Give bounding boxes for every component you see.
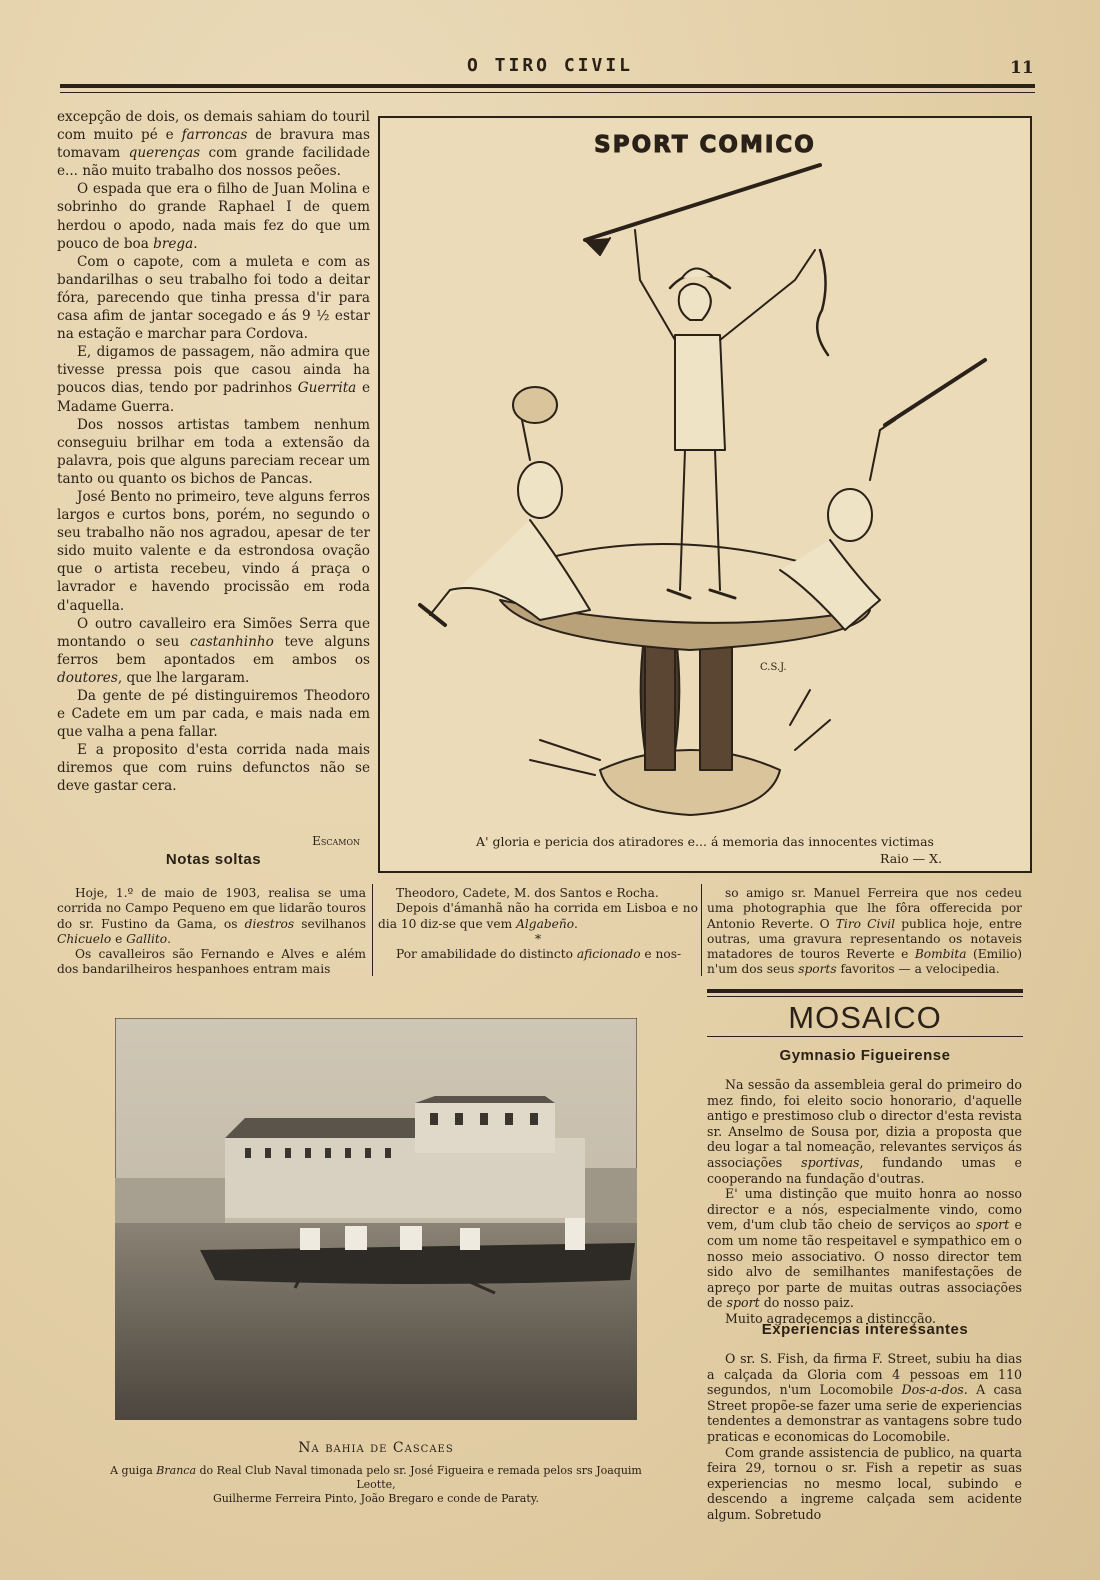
gymnasio-heading: Gymnasio Figueirense <box>779 1047 951 1064</box>
notas-paragraph: so amigo sr. Manuel Ferreira que nos cedeu uma photographia que lhe fôra offerecida por Antonio Reverte. O Tiro Civil publica hoje, entre outras, uma gravura representando os notaveis matadores de touros Reverte e Bombita (Emilio) n'um dos seus sports favoritos — a velocipedia. <box>707 886 1023 977</box>
column-divider <box>372 884 373 976</box>
italic-term: querenças <box>128 145 201 162</box>
article-paragraph: E, digamos de passagem, não admira que tivesse pressa pois que casou ainda ha poucos dias, tendo por padrinhos Guerrita e Madame Guerra. <box>57 344 370 415</box>
header-rule-thin <box>60 92 1035 93</box>
photo-cascaes-bay <box>115 1018 637 1420</box>
cartoon-title: SPORT COMICO <box>594 132 816 158</box>
notas-paragraph: Por amabilidade do distincto aficionado e nos- <box>396 947 682 962</box>
notas-soltas-heading: Notas soltas <box>165 851 262 868</box>
mosaico-title: MOSAICO <box>788 1000 942 1035</box>
italic-term: Gallito <box>126 931 168 946</box>
notas-paragraph: Theodoro, Cadete, M. dos Santos e Rocha. <box>396 886 659 900</box>
notas-column-1 <box>57 886 366 978</box>
gymnasio-article <box>707 1077 1022 1327</box>
italic-term: sport <box>726 1295 760 1311</box>
italic-term: Dos-a-dos <box>901 1382 964 1398</box>
mosaico-rule-bottom <box>707 1036 1023 1037</box>
italic-term: Guerrita <box>297 380 357 397</box>
italic-term: brega <box>153 235 194 252</box>
experiencias-article <box>707 1351 1022 1523</box>
cartoon-credit: Raio — X. <box>880 851 942 866</box>
column-divider <box>701 884 702 976</box>
cartoon-monogram: C.S.J. <box>760 662 787 673</box>
mosaico-paragraph: Muito agradecemos a distincção. <box>725 1310 937 1326</box>
notas-paragraph: Hoje, 1.º de maio de 1903, realisa se uma corrida no Campo Pequeno em que lidarão touros do sr. Fustino da Gama, os diestros sevilhanos Chicuelo e Gallito. <box>57 886 366 946</box>
italic-term: Algabeño <box>516 916 575 931</box>
experiencias-heading: Experiencias interessantes <box>761 1321 969 1338</box>
italic-term: Chicuelo <box>57 931 112 946</box>
notas-column-3 <box>707 886 1022 978</box>
running-head-title: O TIRO CIVIL <box>466 55 634 76</box>
italic-term: Bombita <box>914 947 967 962</box>
article-paragraph: Da gente de pé distinguiremos Theodoro e Cadete em um par cada, e mais nada em que valha a pena fallar. <box>57 688 370 741</box>
italic-term: sport <box>976 1217 1010 1233</box>
mosaico-rule-thin <box>707 996 1023 997</box>
italic-term: castanhinho <box>189 633 274 650</box>
mosaico-rule <box>707 989 1023 993</box>
article-paragraph: Com o capote, com a muleta e com as bandarilhas o seu trabalho foi todo a deitar fóra, parecendo que tinha pressa d'ir para casa afim de jantar socegado e ás 9 ½ estar na estação e marchar para Cordova. <box>57 253 370 343</box>
notas-paragraph: * <box>534 931 542 946</box>
mosaico-paragraph: E' uma distinção que muito honra ao nosso director e a nós, especialmente vindo, como vem, d'um club tão cheio de serviços ao sport e com um nome tão respeitavel e sympathico em o nosso meio associativo. O nosso director tem sido alvo de semilhantes manifestações de apreço por parte de muitas outras associações de sport do nosso paiz. <box>707 1186 1022 1311</box>
article-paragraph: José Bento no primeiro, teve alguns ferros largos e curtos bons, porém, no segundo o seu trabalho não nos agradou, apesar de ter sido muito valente e da estrondosa ovação que o artista recebeu, vindo á praça o lavrador e havendo procissão em roda d'aquella. <box>57 488 370 614</box>
header-rule <box>60 84 1035 88</box>
page-number: 11 <box>1010 58 1034 78</box>
article-paragraph: Dos nossos artistas tambem nenhum conseguiu brilhar em toda a extensão da palavra, pois que alguns pareciam recear um tanto ou quanto os bichos de Pancas. <box>57 416 370 487</box>
italic-term: Branca <box>156 1464 196 1477</box>
mosaico-paragraph: O sr. S. Fish, da firma F. Street, subiu ha dias a calçada da Gloria com 4 pessoas em 110 segundos, n'um Locomobile Dos-a-dos. A casa Street propõe-se fazer uma serie de experiencias tendentes a demonstrar as vantagens sobre tudo praticas e economicas do Locomobile. <box>707 1351 1022 1444</box>
italic-term: sportivas <box>801 1154 860 1170</box>
italic-term: Tiro Civil <box>835 916 896 931</box>
article-paragraph: E a proposito d'esta corrida nada mais diremos que com ruins defunctos não se deve gastar cera. <box>57 742 370 795</box>
article-signature: Escamon <box>312 834 360 848</box>
bullfight-article <box>57 108 370 796</box>
cartoon-illustration <box>390 160 1020 830</box>
article-paragraph: O espada que era o filho de Juan Molina e sobrinho do grande Raphael I de quem herdou o apodo, nada mais fez do que um pouco de boa brega. <box>57 181 370 252</box>
article-paragraph: O outro cavalleiro era Simões Serra que montando o seu castanhinho teve alguns ferros bem apontados em ambos os doutores, que lhe largaram. <box>57 615 371 686</box>
italic-term: doutores <box>57 669 118 686</box>
italic-term: farroncas <box>181 127 248 144</box>
photo-caption-text <box>90 1464 662 1506</box>
italic-term: aficionado <box>576 947 641 962</box>
italic-term: diestros <box>244 916 295 931</box>
photo-caption-title: Na bahia de Cascaes <box>298 1440 454 1456</box>
notas-paragraph: Os cavalleiros são Fernando e Alves e além dos bandarilheiros hespanhoes entram mais <box>57 947 366 977</box>
cartoon-caption: A' gloria e pericia dos atiradores e... á memoria das innocentes victimas <box>476 834 934 849</box>
mosaico-paragraph: Com grande assistencia de publico, na quarta feira 29, tornou o sr. Fish a repetir as suas experiencias no mesmo local, subindo e descendo a ingreme calçada sem acidente algum. Sobretudo <box>707 1444 1022 1522</box>
notas-column-2 <box>378 886 698 962</box>
caption-line: A guiga Branca do Real Club Naval timonada pelo sr. José Figueira e remada pelos srs Joaquim Leotte, <box>110 1464 642 1491</box>
notas-paragraph: Depois d'ámanhã não ha corrida em Lisboa e no dia 10 diz-se que vem Algabeño. <box>378 901 698 931</box>
article-paragraph: excepção de dois, os demais sahiam do touril com muito pé e farroncas de bravura mas tomavam querenças com grande facilidade e... não muito trabalho dos nossos peões. <box>57 109 370 180</box>
italic-term: sports <box>798 962 837 977</box>
caption-line: Guilherme Ferreira Pinto, João Bregaro e conde de Paraty. <box>212 1492 540 1505</box>
mosaico-paragraph: Na sessão da assembleia geral do primeiro do mez findo, foi eleito socio honorario, d'aquelle antigo e prestimoso club o director d'esta revista sr. Anselmo de Sousa por, dizia a proposta que deu logar a tal nomeação, relevantes serviços ás associações sportivas, fundando umas e cooperando na fundação d'outras. <box>707 1077 1022 1186</box>
